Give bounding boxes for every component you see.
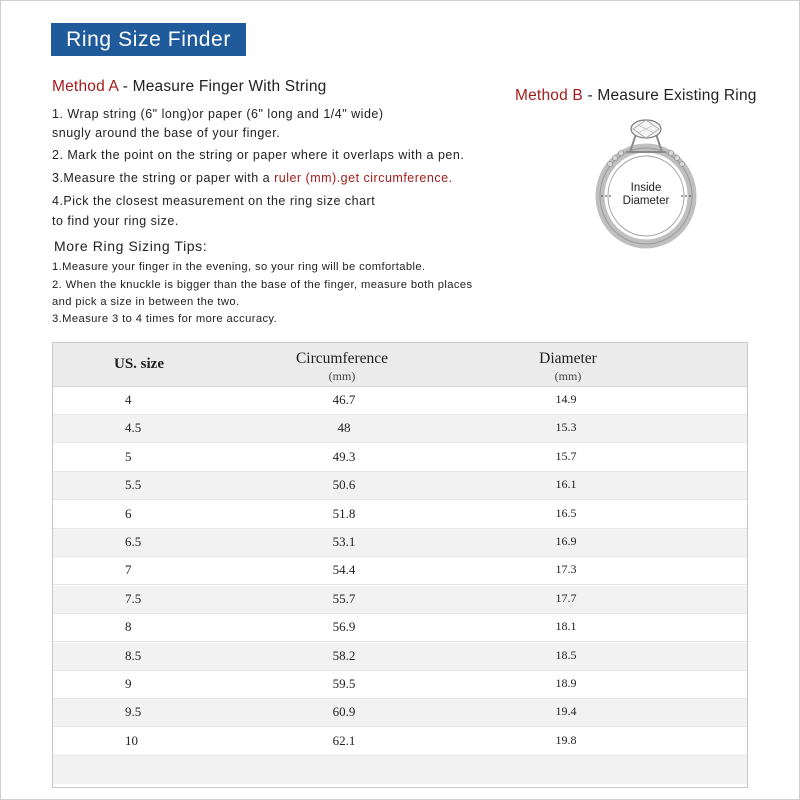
cell-us-size: 7	[125, 562, 132, 578]
cell-circumference: 51.8	[332, 505, 356, 521]
step-1-line-1: 1. Wrap string (6" long)or paper (6" long and 1/4" wide)	[52, 107, 384, 121]
cell-circumference: 53.1	[332, 534, 356, 549]
cell-us-size: 8	[125, 619, 132, 635]
size-chart-table	[52, 342, 748, 788]
ring-illustration	[590, 112, 708, 250]
header-diameter-label: Diameter	[539, 350, 597, 367]
table-row	[53, 387, 747, 415]
method-b-description: - Measure Existing Ring	[582, 87, 757, 104]
tip-3: 3.Measure 3 to 4 times for more accuracy.	[52, 313, 278, 325]
table-row	[53, 444, 747, 472]
cell-diameter: 18.1	[555, 619, 577, 634]
method-b-heading	[515, 87, 757, 105]
tip-2-line-1: 2. When the knuckle is bigger than the base of the finger, measure both places	[52, 279, 473, 291]
cell-us-size: 5.5	[125, 477, 142, 493]
table-row	[53, 614, 747, 642]
page-title: Ring Size Finder	[51, 23, 246, 56]
cell-circumference: 50.6	[332, 477, 356, 493]
cell-circumference: 58.2	[332, 647, 356, 663]
table-row	[53, 415, 747, 443]
cell-diameter: 19.8	[555, 732, 577, 747]
cell-circumference: 55.7	[332, 590, 356, 606]
step-2: 2. Mark the point on the string or paper where it overlaps with a pen.	[52, 148, 465, 162]
table-row	[53, 557, 747, 585]
cell-diameter: 19.4	[555, 704, 577, 719]
table-row-empty	[53, 756, 747, 784]
cell-us-size: 9	[125, 676, 132, 691]
header-diameter-unit: (mm)	[554, 369, 582, 383]
ring-label-diameter: Diameter	[622, 195, 670, 207]
step-3-highlight: ruler (mm).get circumference.	[274, 171, 453, 185]
table-header	[53, 343, 747, 387]
step-3	[52, 171, 453, 185]
inside-diameter-label	[612, 182, 680, 208]
header-circumference	[283, 350, 401, 384]
step-4-line-2: to find your ring size.	[52, 214, 179, 228]
method-a-description: - Measure Finger With String	[118, 78, 327, 95]
cell-circumference: 62.1	[332, 732, 356, 748]
table-row	[53, 671, 747, 699]
method-a-label: Method A	[52, 78, 119, 95]
cell-circumference: 56.9	[332, 619, 356, 635]
header-us-size: US. size	[114, 356, 164, 372]
table-row	[53, 699, 747, 727]
cell-us-size: 7.5	[125, 590, 142, 606]
table-row	[53, 501, 747, 529]
ring-label-inside: Inside	[630, 182, 662, 194]
method-b-label: Method B	[515, 87, 583, 104]
cell-circumference: 49.3	[332, 448, 356, 464]
cell-diameter: 16.9	[555, 534, 577, 548]
header-circumference-label: Circumference	[295, 350, 389, 367]
cell-diameter: 16.1	[555, 477, 577, 492]
cell-circumference: 48	[337, 420, 351, 436]
cell-circumference: 59.5	[332, 676, 356, 691]
cell-circumference: 54.4	[332, 562, 356, 578]
cell-diameter: 16.5	[555, 505, 577, 520]
method-a-heading	[52, 78, 326, 96]
cell-us-size: 9.5	[125, 704, 142, 720]
cell-diameter: 18.9	[555, 676, 577, 690]
table-row	[53, 643, 747, 671]
cell-diameter: 18.5	[555, 647, 577, 662]
cell-us-size: 4	[125, 392, 132, 407]
cell-diameter: 17.3	[555, 562, 577, 577]
tips-heading: More Ring Sizing Tips:	[54, 238, 208, 254]
cell-diameter: 17.7	[555, 590, 577, 605]
step-1-line-2: snugly around the base of your finger.	[52, 126, 281, 140]
table-row	[53, 472, 747, 500]
cell-circumference: 60.9	[332, 704, 356, 720]
header-circumference-unit: (mm)	[328, 369, 356, 383]
tip-1: 1.Measure your finger in the evening, so your ring will be comfortable.	[52, 261, 426, 273]
step-4-line-1: 4.Pick the closest measurement on the ring size chart	[52, 194, 376, 208]
cell-diameter: 14.9	[555, 392, 577, 406]
cell-diameter: 15.7	[555, 448, 577, 463]
table-row	[53, 529, 747, 557]
cell-us-size: 5	[125, 448, 132, 464]
cell-us-size: 6	[125, 505, 132, 521]
cell-circumference: 46.7	[332, 392, 356, 407]
cell-diameter: 15.3	[555, 420, 577, 435]
cell-us-size: 8.5	[125, 647, 142, 663]
ring-icon	[590, 112, 708, 250]
table-row	[53, 586, 747, 614]
table-row	[53, 728, 747, 756]
header-diameter	[523, 350, 613, 384]
cell-us-size: 4.5	[125, 420, 142, 436]
tip-2-line-2: and pick a size in between the two.	[52, 296, 240, 308]
cell-us-size: 10	[125, 732, 138, 748]
cell-us-size: 6.5	[125, 534, 142, 549]
step-3-text: 3.Measure the string or paper with a	[52, 171, 275, 185]
